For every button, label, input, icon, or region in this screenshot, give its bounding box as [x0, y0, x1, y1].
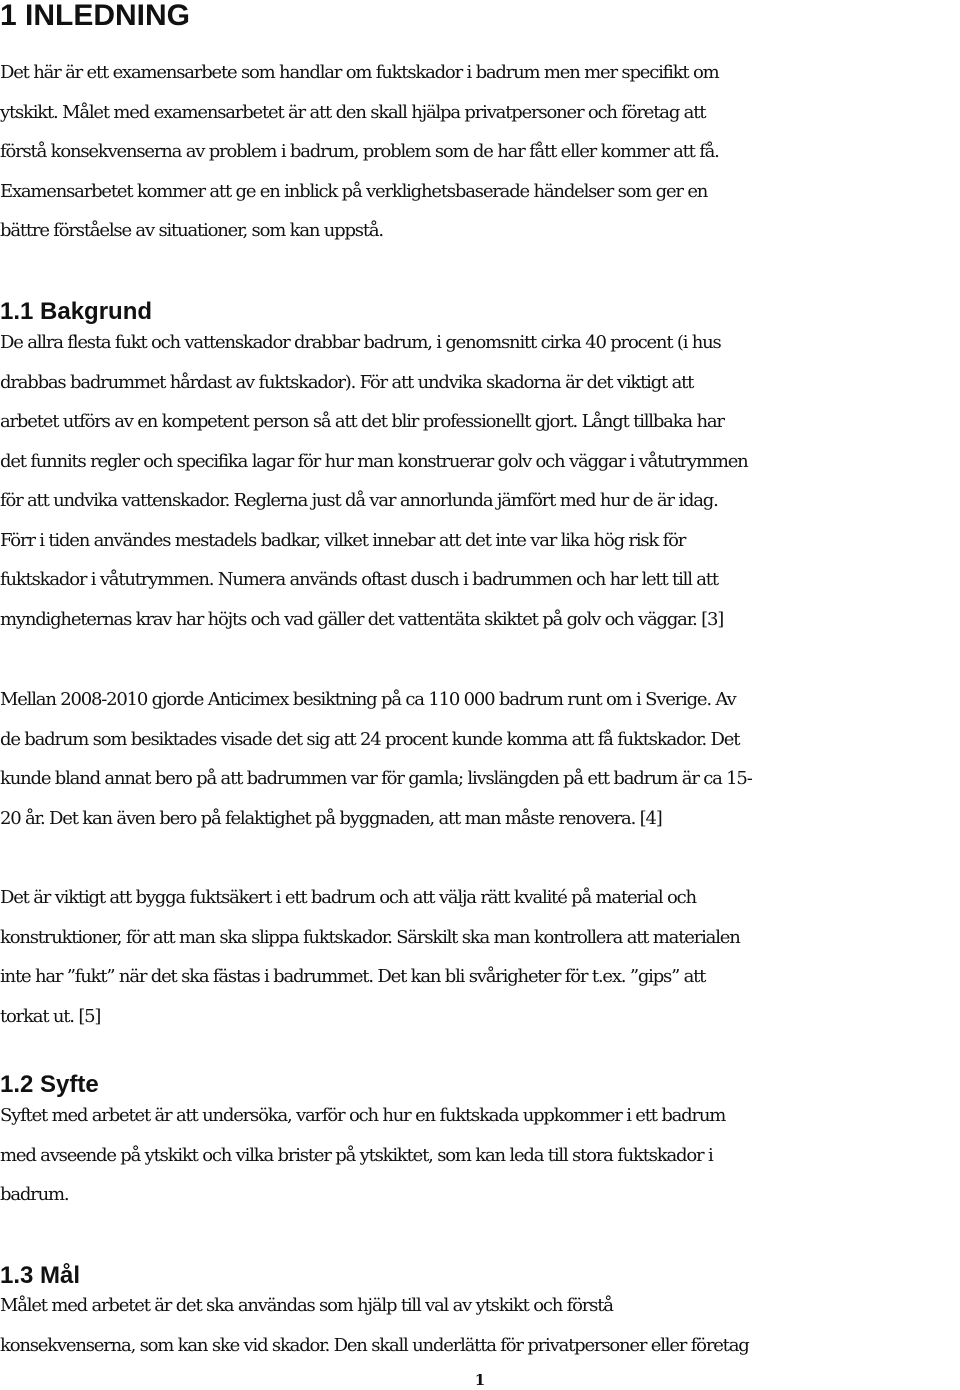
text-line: ytskikt. Målet med examensarbetet är att den skall hjälpa privatpersoner och företag att [0, 101, 706, 123]
text-line: Det är viktigt att bygga fuktsäkert i ett badrum och att välja rätt kvalité på material och [0, 887, 696, 908]
text-line: kunde bland annat bero på att badrummen var för gamla; livslängden på ett badrum är ca 15- [0, 768, 752, 789]
text-line: med avseende på ytskikt och vilka brister på ytskiktet, som kan leda till stora fuktskador i [0, 1144, 713, 1166]
text-line: Mellan 2008-2010 gjorde Anticimex besiktning på ca 110 000 badrum runt om i Sverige. Av [0, 689, 736, 710]
text-line: förstå konsekvenserna av problem i badrum, problem som de har fått eller kommer att få. [0, 141, 719, 162]
text-line: torkat ut. [5] [0, 1005, 101, 1027]
text-line: fuktskador i våtutrymmen. Numera används oftast dusch i badrummen och har lett till att [0, 569, 718, 590]
section-heading-syfte: 1.2 Syfte [0, 1071, 99, 1098]
text-line: de badrum som besiktades visade det sig att 24 procent kunde komma att få fuktskador. Det [0, 728, 740, 750]
text-line: Examensarbetet kommer att ge en inblick på verklighetsbaserade händelser som ger en [0, 180, 708, 202]
text-line: drabbas badrummet hårdast av fuktskador). För att undvika skadorna är det viktigt att [0, 371, 694, 393]
text-line: De allra flesta fukt och vattenskador drabbar badrum, i genomsnitt cirka 40 procent (i hus [0, 332, 721, 353]
text-line: det funnits regler och specifika lagar för hur man konstruerar golv och väggar i våtutrymmen [0, 450, 748, 472]
text-line: konstruktioner, för att man ska slippa fuktskador. Särskilt ska man kontrollera att materialen [0, 926, 740, 948]
text-line: bättre förståelse av situationer, som kan uppstå. [0, 220, 383, 241]
bakgrund-paragraph-1 [0, 323, 960, 639]
text-line: för att undvika vattenskador. Reglerna just då var annorlunda jämfört med hur de är idag. [0, 490, 718, 511]
text-line: konsekvenserna, som kan ske vid skador. Den skall underlätta för privatpersoner eller företag [0, 1334, 749, 1356]
bakgrund-paragraph-2 [0, 680, 960, 838]
syfte-paragraph [0, 1096, 960, 1215]
intro-paragraph [0, 53, 960, 251]
chapter-heading: 1 INLEDNING [0, 0, 191, 32]
text-line: inte har ”fukt” när det ska fästas i badrummet. Det kan bli svårigheter för t.ex. ”gips” att [0, 966, 706, 987]
text-line: Syftet med arbetet är att undersöka, varför och hur en fuktskada uppkommer i ett badrum [0, 1105, 726, 1126]
mal-paragraph [0, 1286, 960, 1365]
section-heading-mal: 1.3 Mål [0, 1262, 81, 1289]
text-line: Det här är ett examensarbete som handlar om fuktskador i badrum men mer specifikt om [0, 62, 719, 83]
text-line: Förr i tiden användes mestadels badkar, vilket innebar att det inte var lika hög risk för [0, 529, 686, 551]
section-heading-bakgrund: 1.1 Bakgrund [0, 298, 153, 325]
bakgrund-paragraph-3 [0, 878, 960, 1036]
text-line: Målet med arbetet är det ska användas som hjälp till val av ytskikt och förstå [0, 1295, 613, 1316]
text-line: myndigheternas krav har höjts och vad gäller det vattentäta skiktet på golv och väggar. [3] [0, 608, 724, 630]
text-line: badrum. [0, 1184, 69, 1205]
page-number: 1 [474, 1371, 486, 1389]
text-line: 20 år. Det kan även bero på felaktighet på byggnaden, att man måste renovera. [4] [0, 807, 662, 829]
text-line: arbetet utförs av en kompetent person så att det blir professionellt gjort. Långt tillbaka har [0, 411, 724, 432]
